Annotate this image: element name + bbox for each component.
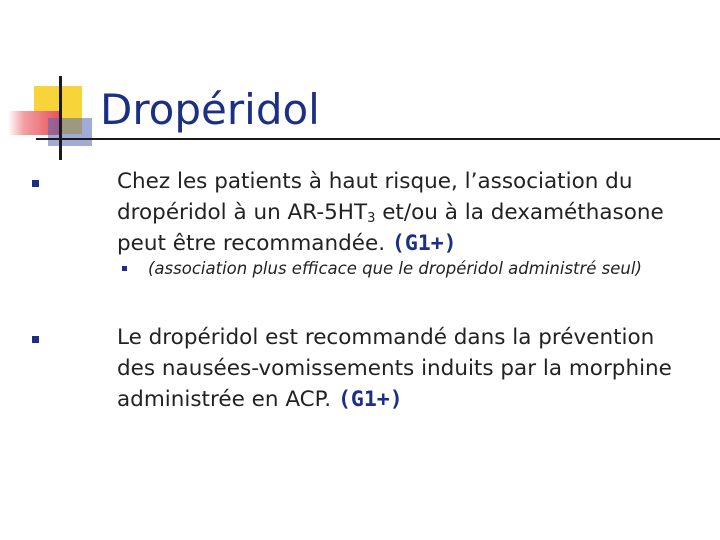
bullet-item-1-text-after: et/ou à la dexaméthasone peut être recommandée. — [117, 200, 664, 256]
title-ornament-blue-square — [48, 118, 92, 146]
title-ornament-vertical-line — [59, 76, 62, 160]
bullet-item-2 — [117, 322, 687, 415]
bullet-item-1-subscript: 3 — [367, 211, 376, 226]
bullet-item-2-text: Le dropéridol est recommandé dans la prévention des nausées-vomissements induits par la morphine administrée en ACP. — [117, 325, 672, 412]
bullet-item-2-grade: (G1+) — [337, 387, 403, 412]
title-underline — [36, 138, 720, 140]
slide-title: Dropéridol — [100, 85, 320, 134]
sub-bullet-item: (association plus efficace que le dropéridol administré seul) — [148, 259, 642, 278]
bullet-item-1 — [117, 166, 687, 259]
sub-bullet-square-icon — [122, 266, 127, 271]
bullet-square-icon — [32, 180, 39, 187]
bullet-item-1-grade: (G1+) — [391, 231, 457, 256]
bullet-item-1-text-before: Chez les patients à haut risque, l’association du dropéridol à un AR-5HT — [117, 169, 633, 225]
bullet-square-icon — [32, 336, 39, 343]
